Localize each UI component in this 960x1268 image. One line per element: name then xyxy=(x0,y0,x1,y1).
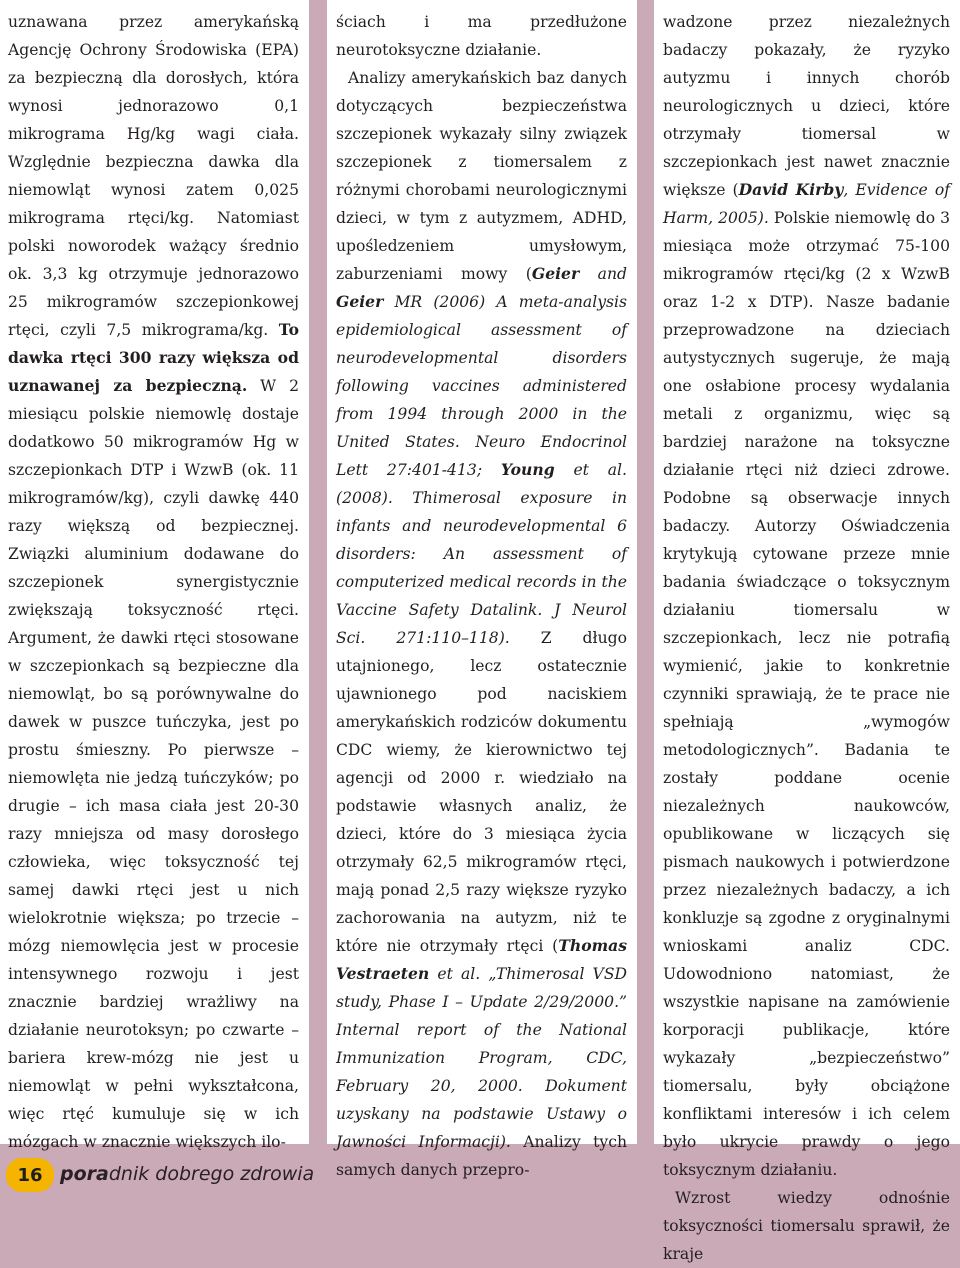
article-column-3 xyxy=(654,0,960,1263)
emphasis-text: To dawka rtęci 300 razy większa od uznawanej za bezpieczną. xyxy=(8,320,299,395)
body-text: uznawana przez amerykańską Agencję Ochrony Środowiska (EPA) za bezpieczną dla dorosłych, która wynosi jednorazowo 0,1 mikrograma Hg/kg wagi ciała. Względnie bezpieczna dawka dla niemowląt wynosi zatem 0,025 mikrograma rtęci/kg. Natomiast polski noworodek ważący średnio ok. 3,3 kg otrzymuje jednorazowo 25 mikrogramów szczepionkowej rtęci, czyli 7,5 mikrograma/kg. xyxy=(8,13,299,339)
ref-text: MR (2006) A meta-analysis epidemiological assessment of neurodevelopmental disorders following vaccines administered from 1994 through 2000 in the United States. Neuro Endocrinol Lett 27:401-413; xyxy=(336,293,627,479)
magazine-brand xyxy=(60,1163,314,1185)
ref-author: Geier xyxy=(336,292,384,311)
page-footer xyxy=(0,1144,960,1198)
paragraph xyxy=(663,8,950,1184)
ref-author: Thomas Vestraeten xyxy=(336,936,627,983)
ref-text: et al. (2008). Thimerosal exposure in infants and neurodevelopmental 6 disorders: An assessment of computerized medical records in the Vaccine Safety Datalink. J Neurol Sci. 271:110–118). xyxy=(336,461,627,647)
body-text: Polskie niemowlę do 3 miesiąca może otrzymać 75-100 mikrogramów rtęci/kg (2 x WzwB oraz 1-2 x DTP). Nasze badanie przeprowadzone na dzieciach autystycznych sugeruje, że mają one osłabione procesy wydalania metali z organizmu, więc są bardziej narażone na toksyczne działanie rtęci niż dzieci zdrowe. Podobne są obserwacje innych badaczy. Autorzy Oświadczenia krytykują cytowane przeze mnie badania świadczące o toksycznym działaniu tiomersalu w szczepionkach, lecz nie potrafią wymienić, jakie to konkretnie czynniki sprawiają, że te prace nie spełniają „wymogów metodologicznych”. Badania te zostały poddane ocenie niezależnych naukowców, opublikowane w liczących się pismach naukowych i potwierdzone przez niezależnych badaczy, a ich konkluzje są zgodne z oryginalnymi wnioskami analiz CDC. Udowodniono natomiast, że wszystkie napisane na zamówienie korporacji publikacje, które wykazały „bezpieczeństwo” tiomersalu, były obciążone konfliktami interesów i ich celem było ukrycie prawdy o jego toksycznym działaniu. xyxy=(663,209,950,1179)
ref-author: Young xyxy=(500,460,555,479)
page-number: 16 xyxy=(17,1164,43,1186)
page-number-badge xyxy=(6,1158,54,1192)
ref-text: , Evidence of Harm, 2005). xyxy=(663,181,950,227)
body-text: Analizy tych samych danych przepro- xyxy=(336,1133,627,1179)
ref-text: et al. „Thimerosal VSD study, Phase I – Update 2/29/2000.” Internal report of the National Immunization Program, CDC, February 20, 2000. Dokument uzyskany na podstawie Ustawy o Jawności Informacji). xyxy=(336,965,627,1151)
body-text: wadzone przez niezależnych badaczy pokazały, że ryzyko autyzmu i innych chorób neurologicznych u dzieci, które otrzymały tiomersal w szczepionkach jest nawet znacznie większe ( xyxy=(663,13,950,199)
ref-author: David Kirby xyxy=(738,180,844,199)
body-text: W 2 miesiącu polskie niemowlę dostaje dodatkowo 50 mikrogramów Hg w szczepionkach DTP i WzwB (ok. 11 mikrogramów/kg), czyli dawkę 440 razy większą od bezpiecznej. Związki aluminium dodawane do szczepionek synergistycznie zwiększają toksyczność rtęci. Argument, że dawki rtęci stosowane w szczepionkach są bezpieczne dla niemowląt, bo są porównywalne do dawek w puszce tuńczyka, jest po prostu śmieszny. Po pierwsze – niemowlęta nie jedzą tuńczyków; po drugie – ich masa ciała jest 20-30 razy mniejsza od masy dorosłego człowieka, więc toksyczność tej samej dawki rtęci jest u nich wielokrotnie większa; po trzecie – mózg niemowlęcia jest w procesie intensywnego rozwoju i jest znacznie bardziej wrażliwy na działanie neurotoksyn; po czwarte – bariera krew-mózg nie jest u niemowląt w pełni wykształcona, więc rtęć kumuluje się w ich mózgach w znacznie większych ilo- xyxy=(8,377,299,1151)
paragraph: Wzrost wiedzy odnośnie toksyczności tiomersalu sprawił, że kraje xyxy=(663,1189,950,1263)
paragraph xyxy=(336,64,627,1184)
brand-rest: dnik dobrego zdrowia xyxy=(108,1163,315,1185)
paragraph: ściach i ma przedłużone neurotoksyczne działanie. xyxy=(336,13,627,59)
brand-bold: pora xyxy=(60,1163,109,1185)
body-text: Z długo utajnionego, lecz ostatecznie ujawnionego pod naciskiem amerykańskich rodziców dokumentu CDC wiemy, że kierownictwo tej agencji od 2000 r. wiedziało na podstawie własnych analiz, że dzieci, które do 3 miesiąca życia otrzymały 62,5 mikrogramów rtęci, mają ponad 2,5 razy większe ryzyko zachorowania na autyzm, niż te które nie otrzymały rtęci ( xyxy=(336,629,627,955)
ref-author: Geier xyxy=(531,264,580,283)
ref-text: and xyxy=(579,265,627,283)
article-column-1 xyxy=(0,0,309,1151)
body-text: Analizy amerykańskich baz danych dotyczących bezpieczeństwa szczepionek wykazały silny związek szczepionek z tiomersalem z różnymi chorobami neurologicznymi dzieci, w tym z autyzmem, ADHD, upośledzeniem umysłowym, zaburzeniami mowy ( xyxy=(336,69,627,283)
paragraph xyxy=(8,8,299,1156)
article-column-2 xyxy=(327,0,637,1179)
